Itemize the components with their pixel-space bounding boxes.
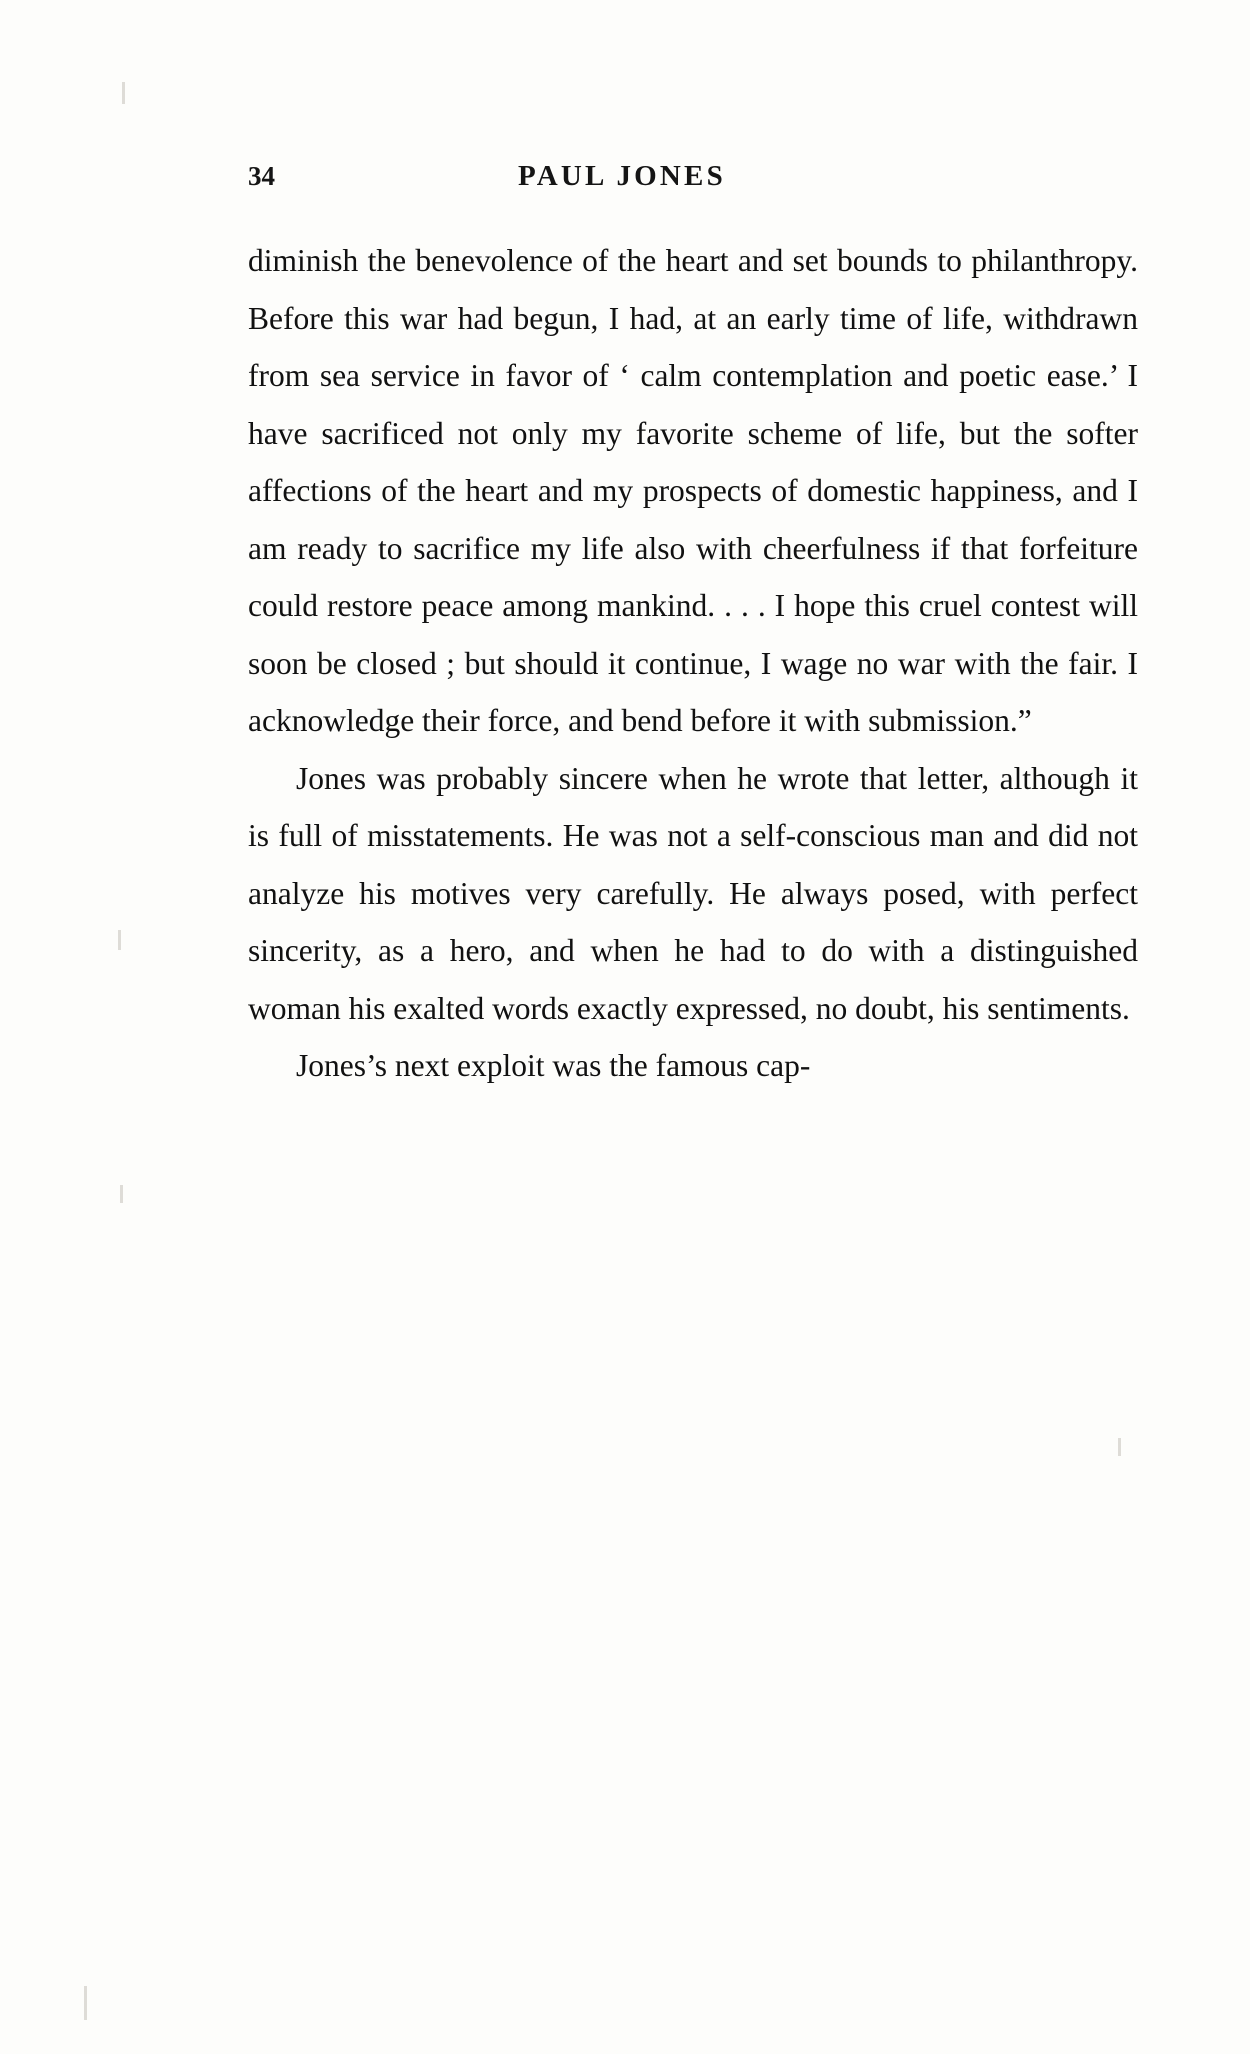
scan-artifact-mark (1118, 1438, 1121, 1456)
paragraph: Jones was probably sincere when he wrote that letter, although it is full of misstatements. He was not a self-conscious man and did not analyze his motives very carefully. He always posed, with perfect sincerity, as a hero, and when he had to do with a distinguished woman his exalted words exactly expressed, no doubt, his sentiments. (248, 760, 1138, 1026)
scan-artifact-mark (118, 930, 121, 950)
paragraph: diminish the benevolence of the heart and set bounds to philanthropy. Before this war had begun, I had, at an early time of life, withdrawn from sea service in favor of ‘ calm contemplation and poetic ease.’ I have sacrificed not only my favorite scheme of life, but the softer affections of the heart and my prospects of domestic happiness, and I am ready to sacrifice my life also with cheerfulness if that forfeiture could restore peace among mankind. . . . I hope this cruel contest will soon be closed ; but should it continue, I wage no war with the fair. I acknowledge their force, and bend before it with submission.” (248, 243, 1138, 738)
scan-artifact-mark (84, 1986, 87, 2020)
page-header (248, 160, 1138, 206)
page-number: 34 (248, 161, 275, 191)
page-content (248, 160, 1138, 1095)
scan-artifact-mark (122, 82, 125, 104)
body-text (248, 232, 1138, 1095)
scan-artifact-mark (120, 1185, 123, 1203)
running-head: PAUL JONES (518, 160, 726, 192)
paragraph: Jones’s next exploit was the famous cap- (296, 1048, 811, 1083)
